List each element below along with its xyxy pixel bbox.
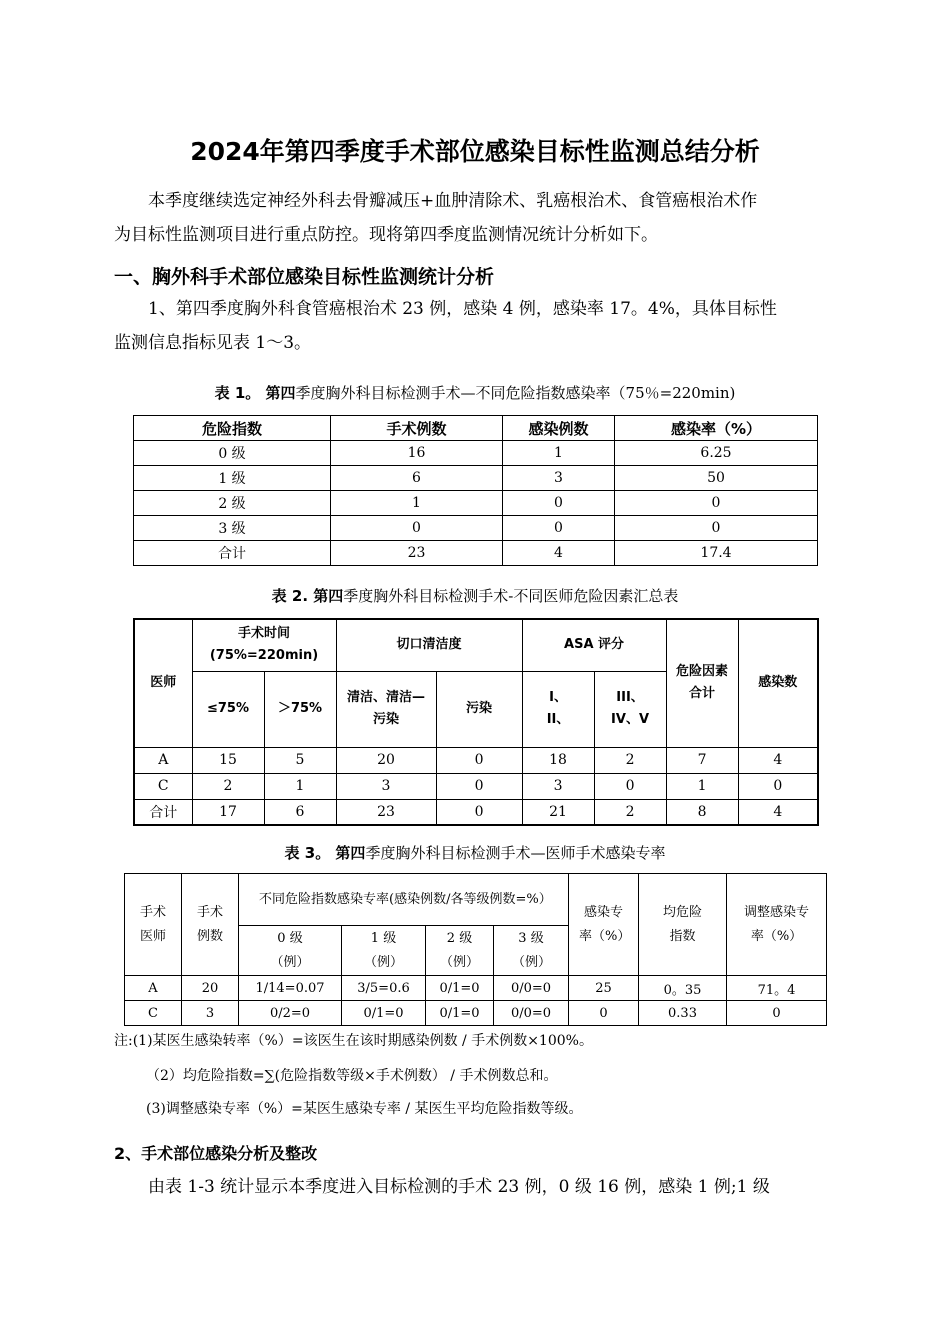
intro-paragraph (114, 184, 836, 252)
table-cell: 2 (594, 799, 666, 825)
table-cell: 0 (503, 516, 615, 541)
table-cell: 1 级 (134, 466, 331, 491)
header-line: 手术时间 (238, 626, 291, 642)
table-cell: 0 (436, 747, 522, 773)
table-header-cell: 危险指数 (134, 416, 331, 441)
table-header-cell: 污染 (436, 671, 522, 747)
table-row (134, 541, 818, 566)
table-header-cell: 1 级（例） (342, 926, 426, 976)
table-cell: 5 (264, 747, 336, 773)
table-row (125, 976, 827, 1001)
table1-caption-text: 季度胸外科目标检测手术—不同危险指数感染率（75％=220min) (295, 384, 736, 402)
table-cell: 0。35 (639, 976, 727, 1001)
table1-caption-bold: 表 1。 第四 (214, 384, 296, 402)
table-header-cell: 手术例数 (182, 874, 239, 976)
table-cell: 0 (436, 773, 522, 799)
table-cell: 0 (727, 1001, 827, 1026)
table-header-cell: 手术医师 (125, 874, 182, 976)
table-header-row (125, 874, 827, 926)
table-row (134, 799, 818, 825)
table-header-cell: I、II、 (522, 671, 594, 747)
table-cell: 4 (503, 541, 615, 566)
table-cell: 0 (331, 516, 503, 541)
table2-caption-text: 季度胸外科目标检测手术-不同医师危险因素汇总表 (343, 587, 679, 605)
table-header-cell: 2 级（例） (426, 926, 494, 976)
table2 (133, 618, 819, 826)
table-cell: 0 (503, 491, 615, 516)
table-cell: 4 (738, 799, 818, 825)
table-cell: 16 (331, 441, 503, 466)
table-cell: 0 (569, 1001, 639, 1026)
table-cell: 71。4 (727, 976, 827, 1001)
intro-line: 本季度继续选定神经外科去骨瓣减压+血肿清除术、乳癌根治术、食管癌根治术作 (148, 191, 758, 211)
table-cell: 7 (666, 747, 738, 773)
table-row (134, 747, 818, 773)
section-heading-1: 一、胸外科手术部位感染目标性监测统计分析 (114, 266, 495, 288)
table-header-cell: ≤75% (192, 671, 264, 747)
item1-line: 1、第四季度胸外科食管癌根治术 23 例，感染 4 例，感染率 17。4%，具体目标性 (148, 299, 777, 319)
item1-line: 监测信息指标见表 1～3。 (114, 333, 312, 353)
table-header-cell: 感染专率（%） (569, 874, 639, 976)
table-header-row (134, 416, 818, 441)
table-cell: 2 (192, 773, 264, 799)
table-cell: 1/14=0.07 (239, 976, 342, 1001)
table-header-cell: 3 级（例） (494, 926, 569, 976)
table-header-cell: ＞75% (264, 671, 336, 747)
table-header-cell: 感染数 (738, 619, 818, 747)
table-cell: 1 (264, 773, 336, 799)
table-row (134, 466, 818, 491)
table-cell: 0/2=0 (239, 1001, 342, 1026)
table-cell: 15 (192, 747, 264, 773)
table-cell: 3 (503, 466, 615, 491)
table3-caption-bold: 表 3。 第四 (284, 844, 366, 862)
table-cell: 0/1=0 (342, 1001, 426, 1026)
table-cell: 21 (522, 799, 594, 825)
table-cell: C (125, 1001, 182, 1026)
table-cell: 0/0=0 (494, 1001, 569, 1026)
table-cell: A (125, 976, 182, 1001)
table-cell: 0 (594, 773, 666, 799)
table-row (134, 441, 818, 466)
table1 (133, 415, 818, 566)
table-cell: 0 级 (134, 441, 331, 466)
table-header-row (134, 619, 818, 671)
note-line: 注:(1)某医生感染转率（%）=该医生在该时期感染例数 / 手术例数×100%。 (114, 1033, 593, 1049)
table-cell: 0 (615, 516, 818, 541)
table-cell: 2 (594, 747, 666, 773)
table-cell: 1 (331, 491, 503, 516)
table-header-cell: 调整感染专率（%） (727, 874, 827, 976)
table-cell: 18 (522, 747, 594, 773)
table-cell: 0/0=0 (494, 976, 569, 1001)
table3 (124, 873, 827, 1026)
table-cell: 6 (264, 799, 336, 825)
page-title: 2024年第四季度手术部位感染目标性监测总结分析 (190, 137, 760, 166)
table-header-cell: ASA 评分 (522, 619, 666, 671)
table-cell: 50 (615, 466, 818, 491)
table2-caption (0, 585, 950, 606)
table-header-cell: 感染例数 (503, 416, 615, 441)
table-cell: 2 级 (134, 491, 331, 516)
table-cell: 1 (503, 441, 615, 466)
table3-caption-text: 季度胸外科目标检测手术—医师手术感染专率 (365, 844, 666, 862)
item1-paragraph (114, 292, 836, 360)
intro-line: 为目标性监测项目进行重点防控。现将第四季度监测情况统计分析如下。 (114, 225, 658, 245)
table-cell: 3 (182, 1001, 239, 1026)
table-header-cell (192, 619, 336, 671)
table-cell: 8 (666, 799, 738, 825)
note-line: (3)调整感染专率（%）=某医生感染专率 / 某医生平均危险指数等级。 (146, 1101, 583, 1117)
table2-caption-bold: 表 2. 第四 (271, 587, 344, 605)
table-cell: 6.25 (615, 441, 818, 466)
table-cell: 17.4 (615, 541, 818, 566)
table-cell: A (134, 747, 192, 773)
table-cell: 20 (182, 976, 239, 1001)
table-cell: 0/1=0 (426, 976, 494, 1001)
note-line: （2）均危险指数=∑(危险指数等级×手术例数） / 手术例数总和。 (146, 1068, 558, 1084)
table-cell: 20 (336, 747, 436, 773)
table-header-cell: 不同危险指数感染专率(感染例数/各等级例数=%） (239, 874, 569, 926)
table-header-cell: 均危险指数 (639, 874, 727, 976)
header-line: (75%=220min) (209, 648, 319, 664)
table-row (125, 1001, 827, 1026)
table-header-cell: 切口清洁度 (336, 619, 522, 671)
table-header-cell: 危险因素合计 (666, 619, 738, 747)
table-cell: 4 (738, 747, 818, 773)
table-cell: 3 级 (134, 516, 331, 541)
table-cell: 3 (336, 773, 436, 799)
table-cell: 1 (666, 773, 738, 799)
table-cell: 0 (738, 773, 818, 799)
table-row (134, 516, 818, 541)
table-header-cell: 清洁、清洁—污染 (336, 671, 436, 747)
table-header-cell: 感染率（%） (615, 416, 818, 441)
table-cell: 合计 (134, 541, 331, 566)
table-row (134, 773, 818, 799)
table-cell: 17 (192, 799, 264, 825)
table-cell: 25 (569, 976, 639, 1001)
table3-caption (0, 842, 950, 863)
last-paragraph: 由表 1-3 统计显示本季度进入目标检测的手术 23 例，0 级 16 例，感染 1 例;1 级 (148, 1177, 770, 1197)
table-header-cell: 手术例数 (331, 416, 503, 441)
table-cell: 6 (331, 466, 503, 491)
table1-caption (0, 382, 950, 403)
table-cell: 3/5=0.6 (342, 976, 426, 1001)
table-cell: 0/1=0 (426, 1001, 494, 1026)
table-header-cell: 0 级（例） (239, 926, 342, 976)
table-cell: C (134, 773, 192, 799)
table-cell: 合计 (134, 799, 192, 825)
table-cell: 0 (615, 491, 818, 516)
table-cell: 3 (522, 773, 594, 799)
table-row (134, 491, 818, 516)
table-cell: 23 (336, 799, 436, 825)
table-cell: 23 (331, 541, 503, 566)
table-cell: 0.33 (639, 1001, 727, 1026)
section-heading-2: 2、手术部位感染分析及整改 (114, 1144, 318, 1163)
table-header-cell: 医师 (134, 619, 192, 747)
table-cell: 0 (436, 799, 522, 825)
table-header-cell: III、IV、V (594, 671, 666, 747)
